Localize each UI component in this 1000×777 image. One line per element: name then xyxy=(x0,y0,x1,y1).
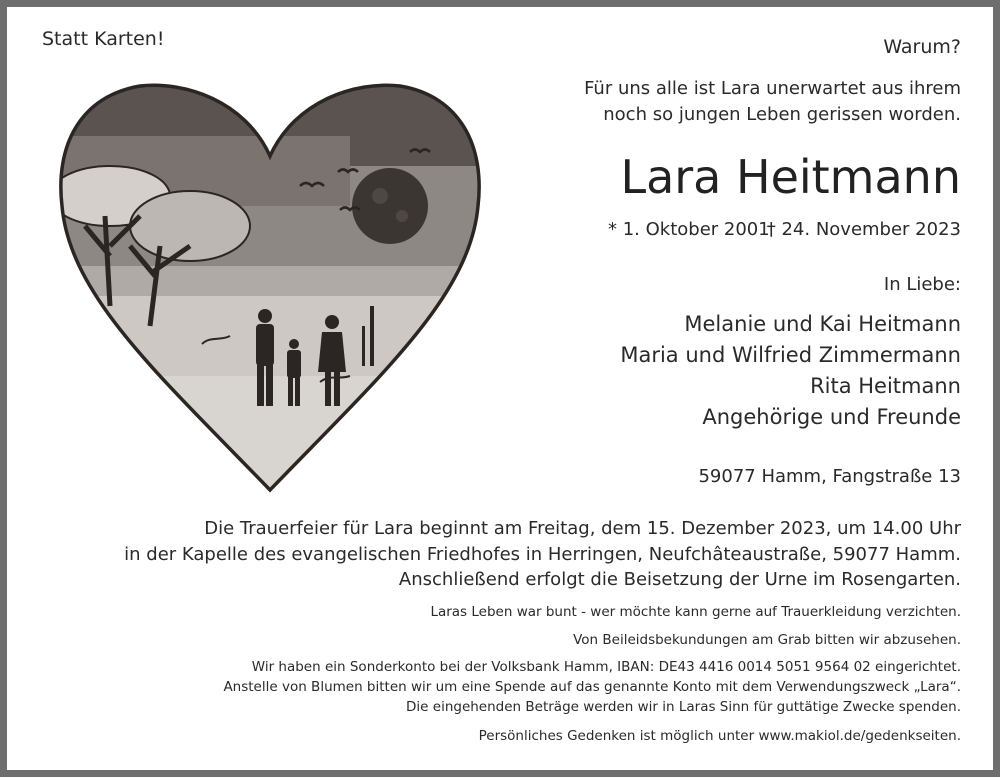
warum-heading: Warum? xyxy=(883,36,961,58)
funeral-line-1: Die Trauerfeier für Lara beginnt am Freitag, dem 15. Dezember 2023, um 14.00 Uhr xyxy=(204,518,961,539)
deceased-name: Lara Heitmann xyxy=(620,150,961,204)
mourner-name: Angehörige und Freunde xyxy=(702,405,961,429)
in-liebe-label: In Liebe: xyxy=(883,274,961,295)
note-memorial: Persönliches Gedenken ist möglich unter www.makiol.de/gedenkseiten. xyxy=(478,728,961,744)
note-donation-2: Anstelle von Blumen bitten wir um eine Spende auf das genannte Konto mit dem Verwendungszweck „Lara“. xyxy=(223,679,961,695)
intro-line-2: noch so jungen Leben gerissen worden. xyxy=(603,104,961,125)
note-condolences: Von Beileidsbekundungen am Grab bitten wir abzusehen. xyxy=(573,632,961,648)
intro-line-1: Für uns alle ist Lara unerwartet aus ihrem xyxy=(584,78,961,99)
note-donation-1: Wir haben ein Sonderkonto bei der Volksbank Hamm, IBAN: DE43 4416 0014 5051 9564 02 eingerichtet. xyxy=(251,659,961,675)
mourner-name: Maria und Wilfried Zimmermann xyxy=(620,343,961,367)
heart-landscape-illustration xyxy=(50,76,490,496)
birth-date: * 1. Oktober 2001 xyxy=(608,219,770,240)
note-donation-3: Die eingehenden Beträge werden wir in Laras Sinn für guttätige Zwecke spenden. xyxy=(406,699,961,715)
mourner-name: Melanie und Kai Heitmann xyxy=(684,312,961,336)
note-clothing: Laras Leben war bunt - wer möchte kann gerne auf Trauerkleidung verzichten. xyxy=(430,604,961,620)
death-date: † 24. November 2023 xyxy=(766,219,961,240)
funeral-line-2: in der Kapelle des evangelischen Friedhofes in Herringen, Neufchâteaustraße, 59077 Hamm. xyxy=(124,544,961,565)
funeral-line-3: Anschließend erfolgt die Beisetzung der Urne im Rosengarten. xyxy=(398,569,961,590)
statt-karten-label: Statt Karten! xyxy=(42,28,165,50)
mourner-name: Rita Heitmann xyxy=(810,374,961,398)
family-address: 59077 Hamm, Fangstraße 13 xyxy=(698,466,961,487)
